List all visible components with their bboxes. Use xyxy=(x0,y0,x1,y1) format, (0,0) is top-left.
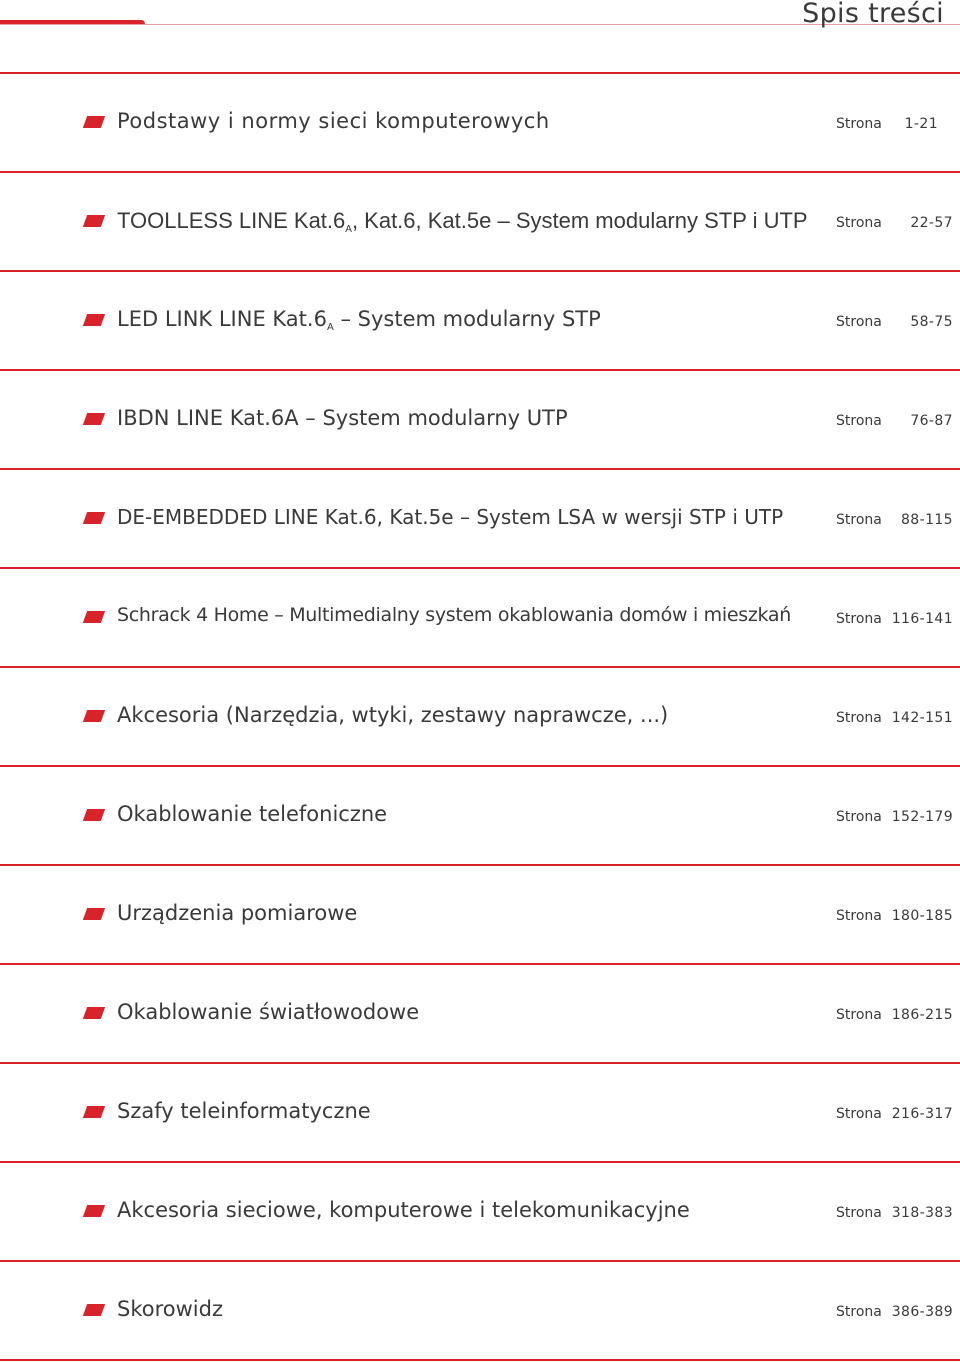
toc-entry[interactable] xyxy=(0,470,960,569)
toc-entry-title: Urządzenia pomiarowe xyxy=(117,901,358,925)
toc-entry-title: Okablowanie światłowodowe xyxy=(117,1000,420,1024)
red-bullet-icon xyxy=(83,809,105,821)
red-bullet-icon xyxy=(83,611,105,623)
page-label: Strona xyxy=(836,116,882,132)
page-label: Strona xyxy=(836,1007,882,1023)
red-bullet-icon xyxy=(83,908,105,920)
toc-entry-title: Skorowidz xyxy=(117,1297,223,1321)
page-label: Strona xyxy=(836,611,882,627)
toc-entry-title xyxy=(117,208,808,235)
red-bullet-icon xyxy=(83,710,105,722)
toc-entry-title-rest: – System modularny STP xyxy=(333,307,601,331)
toc-entry[interactable] xyxy=(0,74,960,173)
red-bullet-icon xyxy=(83,413,105,425)
red-bullet-icon xyxy=(83,512,105,524)
page-label: Strona xyxy=(836,908,882,924)
toc-entry-title: Akcesoria sieciowe, komputerowe i telekomunikacyjne xyxy=(117,1198,690,1222)
page-title: Spis treści xyxy=(802,0,944,29)
toc-entry-title: Szafy teleinformatyczne xyxy=(117,1099,371,1123)
toc-entry-title: Schrack 4 Home – Multimedialny system okablowania domów i mieszkań xyxy=(117,604,791,626)
toc-entry[interactable] xyxy=(0,272,960,371)
page-range: 386-389 xyxy=(891,1304,953,1320)
page-range: 22-57 xyxy=(910,215,953,231)
red-bullet-icon xyxy=(83,1205,105,1217)
toc-entry-title: Akcesoria (Narzędzia, wtyki, zestawy naprawcze, ...) xyxy=(117,703,669,727)
page-label: Strona xyxy=(836,413,882,429)
page-range: 1-21 xyxy=(904,116,938,132)
toc-entry[interactable] xyxy=(0,668,960,767)
toc-entry-title-main: LED LINK LINE Kat.6 xyxy=(117,307,327,331)
toc-entry[interactable] xyxy=(0,173,960,272)
toc-entry[interactable] xyxy=(0,866,960,965)
page-label: Strona xyxy=(836,215,882,231)
toc-entry-title xyxy=(117,307,601,333)
red-bullet-icon xyxy=(83,215,105,227)
page-label: Strona xyxy=(836,1304,882,1320)
page-range: 116-141 xyxy=(891,611,953,627)
toc-entry[interactable] xyxy=(0,569,960,668)
page-range: 88-115 xyxy=(901,512,953,528)
red-bullet-icon xyxy=(83,314,105,326)
red-bullet-icon xyxy=(83,1304,105,1316)
page-label: Strona xyxy=(836,512,882,528)
toc-entry[interactable] xyxy=(0,1262,960,1361)
red-bullet-icon xyxy=(83,1106,105,1118)
toc-entry[interactable] xyxy=(0,1163,960,1262)
toc-entry-title-subscript: A xyxy=(326,322,334,333)
page-range: 180-185 xyxy=(891,908,953,924)
toc-entry-title-subscript: A xyxy=(345,224,352,235)
toc-entry[interactable] xyxy=(0,1064,960,1163)
page-range: 318-383 xyxy=(891,1205,953,1221)
toc-entry[interactable] xyxy=(0,371,960,470)
red-bullet-icon xyxy=(83,1007,105,1019)
page-label: Strona xyxy=(836,1205,882,1221)
toc-entry-title-rest: , Kat.6, Kat.5e – System modularny STP i UTP xyxy=(351,208,808,233)
toc-entry-title: Podstawy i normy sieci komputerowych xyxy=(117,109,550,133)
toc-entry-title: Okablowanie telefoniczne xyxy=(117,802,388,826)
toc-entry-title: IBDN LINE Kat.6A – System modularny UTP xyxy=(117,406,568,430)
page-label: Strona xyxy=(836,809,882,825)
page-label: Strona xyxy=(836,1106,882,1122)
red-bullet-icon xyxy=(83,116,105,128)
page-label: Strona xyxy=(836,710,882,726)
toc-entry[interactable] xyxy=(0,767,960,866)
page-range: 76-87 xyxy=(910,413,953,429)
toc-entry[interactable] xyxy=(0,965,960,1064)
page-range: 142-151 xyxy=(891,710,953,726)
page-label: Strona xyxy=(836,314,882,330)
page-range: 152-179 xyxy=(891,809,953,825)
page-range: 58-75 xyxy=(910,314,953,330)
toc-entry-title: DE-EMBEDDED LINE Kat.6, Kat.5e – System LSA w wersji STP i UTP xyxy=(117,505,784,529)
page-range: 186-215 xyxy=(891,1007,953,1023)
toc-entry-title-main: TOOLLESS LINE Kat.6 xyxy=(117,208,346,233)
table-of-contents xyxy=(0,74,960,1361)
page-range: 216-317 xyxy=(891,1106,953,1122)
